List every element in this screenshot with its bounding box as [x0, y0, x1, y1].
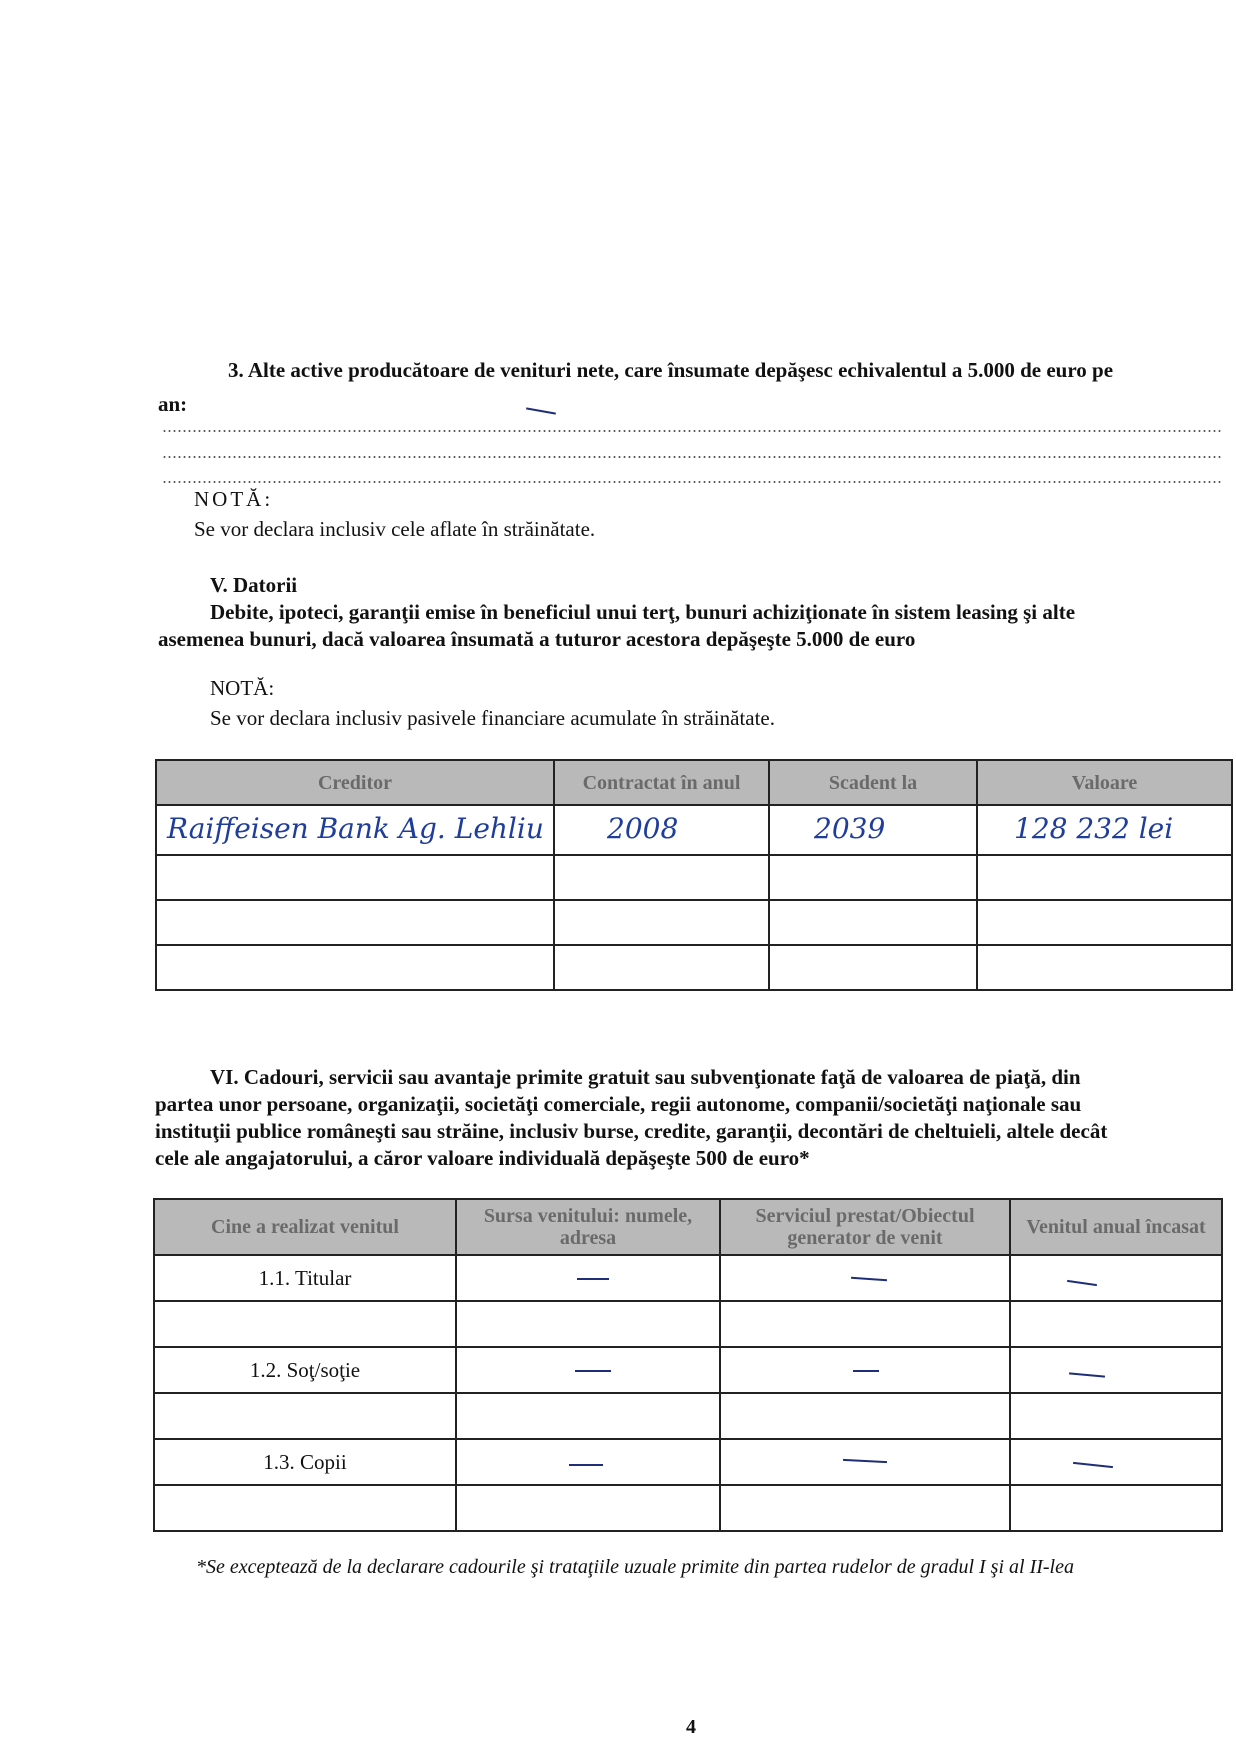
column-header-annual-income: Venitul anual încasat	[1010, 1199, 1222, 1255]
handwritten-dash	[526, 407, 556, 414]
note-title: NOTĂ:	[210, 676, 275, 700]
cell-creditor: Raiffeisen Bank Ag. Lehliu	[156, 805, 554, 855]
section-v-desc: Debite, ipoteci, garanţii emise în beneficiul unui terţ, bunuri achiziţionate în sistem leasing şi alte	[210, 600, 1076, 624]
table-row	[156, 945, 1232, 990]
footnote: *Se exceptează de la declarare cadourile şi trataţiile uzuale primite din partea rudelor de gradul I şi al II-lea	[196, 1556, 1074, 1578]
handwritten-dash	[575, 1370, 611, 1372]
table-row	[154, 1347, 1222, 1393]
column-header-service: Serviciul prestat/Obiectul generator de venit	[720, 1199, 1010, 1255]
section-v-desc-cont: asemenea bunuri, dacă valoarea însumată a tuturor acestora depăşeşte 5.000 de euro	[158, 627, 916, 651]
gifts-table	[153, 1198, 1223, 1532]
row-label-children: 1.3. Copii	[154, 1439, 456, 1485]
column-header-due: Scadent la	[769, 760, 977, 805]
cell-value: 128 232 lei	[977, 805, 1232, 855]
column-header-source: Sursa venitului: numele, adresa	[456, 1199, 720, 1255]
table-row	[154, 1393, 1222, 1439]
column-header-who: Cine a realizat venitul	[154, 1199, 456, 1255]
note-text: Se vor declara inclusiv pasivele financiare acumulate în străinătate.	[210, 706, 776, 730]
table-row	[156, 900, 1232, 945]
debts-table	[155, 759, 1233, 991]
handwritten-dash	[577, 1278, 609, 1280]
row-label-spouse: 1.2. Soţ/soţie	[154, 1347, 456, 1393]
section-v-title: V. Datorii	[210, 573, 298, 597]
section-vi-text: VI. Cadouri, servicii sau avantaje primite gratuit sau subvenţionate faţă de valoarea de piaţă, din	[210, 1065, 1081, 1089]
handwritten-dash	[1067, 1280, 1097, 1286]
handwritten-dash	[1073, 1462, 1113, 1468]
table-row	[156, 805, 1232, 855]
row-label-titular: 1.1. Titular	[154, 1255, 456, 1301]
section-vi-text: cele ale angajatorului, a căror valoare individuală depăşeşte 500 de euro*	[155, 1146, 810, 1170]
dotted-line	[162, 481, 1222, 483]
handwritten-dash	[843, 1459, 887, 1463]
handwritten-dash	[853, 1370, 879, 1372]
table-row	[154, 1485, 1222, 1531]
section-vi-text: instituţii publice româneşti sau străine, inclusiv burse, credite, garanţii, decontări de cheltuieli, altele decât	[155, 1119, 1108, 1143]
cell-contracted-year: 2008	[554, 805, 769, 855]
note-text: Se vor declara inclusiv cele aflate în străinătate.	[194, 517, 596, 541]
column-header-creditor: Creditor	[156, 760, 554, 805]
table-row	[154, 1301, 1222, 1347]
section-iv-3-heading-cont: an:	[158, 392, 188, 416]
column-header-contracted-year: Contractat în anul	[554, 760, 769, 805]
page-number: 4	[686, 1716, 696, 1738]
dotted-line	[162, 430, 1222, 432]
table-row	[154, 1255, 1222, 1301]
section-vi-text: partea unor persoane, organizaţii, societăţi comerciale, regii autonome, companii/societăţi naţionale sau	[155, 1092, 1082, 1116]
table-row	[156, 855, 1232, 900]
cell-due: 2039	[769, 805, 977, 855]
handwritten-dash	[569, 1464, 603, 1466]
note-title: NOTĂ:	[194, 487, 274, 511]
section-iv-3-heading: 3. Alte active producătoare de venituri nete, care însumate depăşesc echivalentul a 5.000 de euro pe	[228, 358, 1114, 382]
column-header-value: Valoare	[977, 760, 1232, 805]
table-row	[154, 1439, 1222, 1485]
dotted-line	[162, 456, 1222, 458]
handwritten-dash	[851, 1277, 887, 1282]
handwritten-dash	[1069, 1372, 1105, 1377]
